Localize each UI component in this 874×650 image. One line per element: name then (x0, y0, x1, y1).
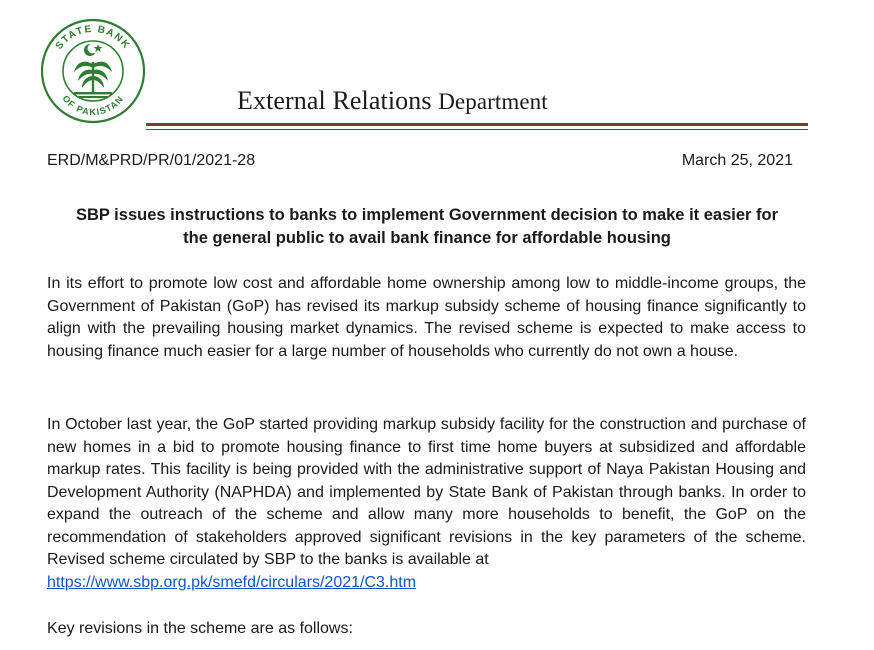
header-rule-thick (146, 123, 808, 126)
body-paragraph-2-text: In October last year, the GoP started providing markup subsidy facility for the construction and purchase of new homes in a bid to promote housing finance to first time home buyers at subsidized and affordable markup rates. This facility is being provided with the administrative support of Naya Pakistan Housing and Development Authority (NAPHDA) and implemented by State Bank of Pakistan through banks. In order to expand the outreach of the scheme and allow many more households to benefit, the GoP on the recommendation of stakeholders approved significant revisions in the key parameters of the scheme. Revised scheme circulated by SBP to the banks is available at (47, 416, 806, 568)
header-rule-thin (146, 129, 808, 130)
department-title (237, 86, 548, 116)
department-title-main: External Relations (237, 86, 432, 115)
circular-link[interactable]: https://www.sbp.org.pk/smefd/circulars/2021/C3.htm (47, 573, 417, 591)
logo-text-top: STATE BANK (53, 23, 133, 52)
logo-text-bottom: OF PAKISTAN (60, 93, 126, 118)
reference-number: ERD/M&PRD/PR/01/2021-28 (47, 152, 256, 169)
headline-line-2: the general public to avail bank finance for affordable housing (183, 229, 671, 247)
press-release-headline (47, 204, 807, 250)
department-title-small: Department (438, 89, 548, 114)
release-date: March 25, 2021 (681, 152, 793, 169)
state-bank-of-pakistan-logo (40, 18, 146, 124)
body-paragraph-2 (47, 414, 806, 594)
body-paragraph-1: In its effort to promote low cost and affordable home ownership among low to middle-income groups, the Government of Pakistan (GoP) has revised its markup subsidy scheme of housing finance significantly to align with the prevailing housing market dynamics. The revised scheme is expected to make access to housing finance much easier for a large number of households who currently do not own a house. (47, 275, 806, 360)
headline-line-1: SBP issues instructions to banks to implement Government decision to make it easier for (75, 206, 779, 224)
key-revisions-intro: Key revisions in the scheme are as follows: (47, 620, 353, 637)
